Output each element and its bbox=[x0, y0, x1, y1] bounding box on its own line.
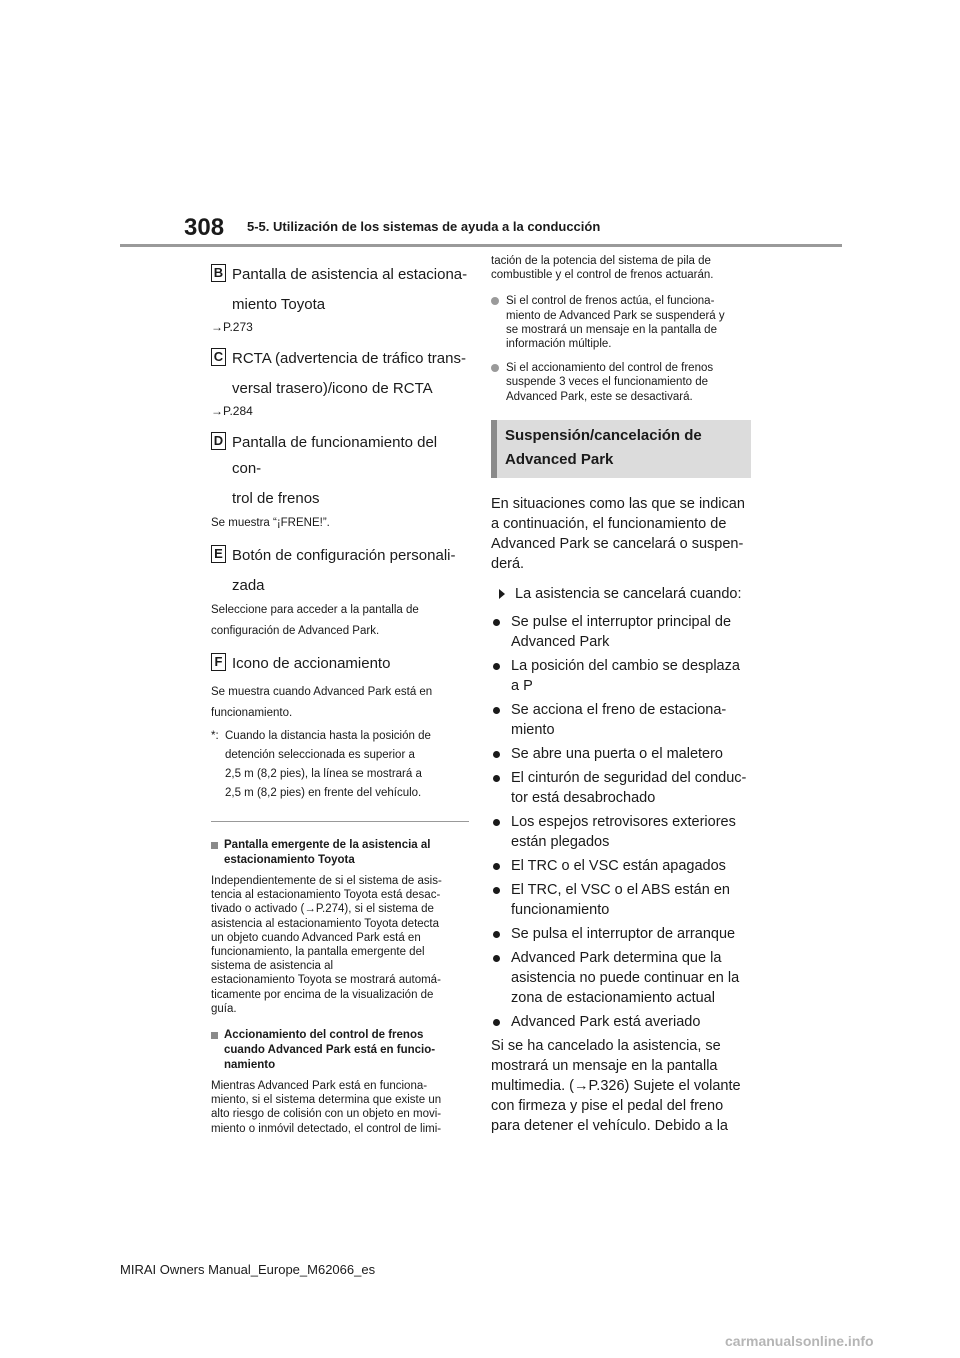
footnote-line: detención seleccionada es superior a bbox=[225, 749, 415, 761]
callout-description: configuración de Advanced Park. bbox=[211, 625, 380, 637]
body-line: tencia al estacionamiento Toyota está desac- bbox=[211, 889, 441, 902]
callout-title: trol de frenos bbox=[232, 490, 320, 507]
callout-title: miento Toyota bbox=[232, 296, 326, 313]
dot-bullet-icon bbox=[493, 1019, 500, 1026]
body-line: con firmeza y pise el pedal del freno bbox=[491, 1097, 724, 1114]
footnote-line: 2,5 m (8,2 pies), la línea se mostrará a bbox=[225, 768, 422, 780]
list-item bbox=[491, 768, 751, 808]
body-line: miento o inmóvil detectado, el control de limi- bbox=[211, 1122, 442, 1135]
list-item bbox=[491, 812, 751, 852]
list-line: zona de estacionamiento actual bbox=[511, 989, 715, 1006]
header-divider bbox=[120, 244, 842, 247]
list-item bbox=[491, 656, 751, 696]
list-line: asistencia no puede continuar en la bbox=[511, 969, 740, 986]
list-item bbox=[491, 880, 751, 920]
list-line: El TRC, el VSC o el ABS están en bbox=[511, 881, 730, 898]
heading-line: Suspensión/cancelación de bbox=[505, 426, 702, 444]
body-line: multimedia. (→P.326) Sujete el volante bbox=[491, 1077, 741, 1094]
callout-title: versal trasero)/icono de RCTA bbox=[232, 380, 433, 397]
heading-line: Advanced Park bbox=[505, 450, 614, 468]
page-reference: →P.284 bbox=[211, 404, 253, 418]
dot-bullet-icon bbox=[493, 931, 500, 938]
list-line: a P bbox=[511, 677, 533, 694]
right-column bbox=[491, 254, 751, 1146]
list-line: El cinturón de seguridad del conduc- bbox=[511, 769, 747, 786]
callout-item-e bbox=[211, 543, 469, 641]
callout-item-b bbox=[211, 262, 469, 334]
callout-title: RCTA (advertencia de tráfico trans- bbox=[232, 350, 466, 367]
circle-bullet-icon bbox=[491, 364, 499, 372]
body-line: funcionamiento, la pantalla emergente del bbox=[211, 946, 425, 959]
page-number: 308 bbox=[184, 214, 225, 241]
list-line: Se pulse el interruptor principal de bbox=[511, 613, 732, 630]
list-line: Los espejos retrovisores exteriores bbox=[511, 813, 736, 830]
dot-bullet-icon bbox=[493, 663, 500, 670]
list-line: están plegados bbox=[511, 833, 610, 850]
body-line: mostrará un mensaje en la pantalla bbox=[491, 1057, 718, 1074]
callout-letter: F bbox=[211, 653, 226, 671]
list-item bbox=[491, 612, 751, 652]
section-heading: estacionamiento Toyota bbox=[224, 854, 355, 866]
callout-title: Botón de configuración personali- bbox=[232, 547, 456, 564]
body-line: un objeto cuando Advanced Park está en bbox=[211, 931, 421, 944]
body-line: ticamente por encima de la visualización de bbox=[211, 988, 434, 1001]
body-line: Si se ha cancelado la asistencia, se bbox=[491, 1037, 721, 1054]
intro-paragraph bbox=[491, 494, 751, 574]
callout-title: Pantalla de asistencia al estaciona- bbox=[232, 266, 468, 283]
section-heading-box bbox=[491, 420, 751, 478]
body-line: Independientemente de si el sistema de asis- bbox=[211, 875, 442, 887]
outro-paragraph bbox=[491, 1036, 751, 1136]
sub-heading-text: La asistencia se cancelará cuando: bbox=[515, 585, 742, 602]
list-item bbox=[491, 948, 751, 1008]
dot-bullet-icon bbox=[493, 887, 500, 894]
note-line: Si el accionamiento del control de frenos bbox=[506, 362, 714, 375]
body-line: miento, si el sistema determina que existe un bbox=[211, 1094, 442, 1107]
body-line: asistencia al estacionamiento Toyota detecta bbox=[211, 917, 440, 930]
body-line: En situaciones como las que se indican bbox=[491, 495, 745, 512]
body-line: combustible y el control de frenos actuarán. bbox=[491, 269, 714, 282]
body-line: sistema de asistencia al bbox=[211, 960, 334, 973]
list-line: La posición del cambio se desplaza bbox=[511, 657, 740, 674]
continuation-text bbox=[491, 254, 751, 282]
square-bullet-icon bbox=[211, 1032, 218, 1039]
callout-description: Se muestra “¡FRENE!”. bbox=[211, 517, 330, 529]
section-heading: namiento bbox=[224, 1059, 276, 1072]
circle-bullet-icon bbox=[491, 297, 499, 305]
note-item bbox=[491, 294, 751, 351]
watermark: carmanualsonline.info bbox=[725, 1333, 874, 1349]
list-item bbox=[491, 856, 751, 876]
list-line: Se pulsa el interruptor de arranque bbox=[511, 925, 736, 942]
note-line: información múltiple. bbox=[506, 338, 612, 351]
callout-title: zada bbox=[232, 577, 265, 594]
callout-item-d bbox=[211, 430, 469, 533]
list-item bbox=[491, 1012, 751, 1032]
note-line: Si el control de frenos actúa, el funciona- bbox=[506, 295, 715, 308]
list-line: Se abre una puerta o el maletero bbox=[511, 745, 723, 762]
dot-bullet-icon bbox=[493, 751, 500, 758]
note-line: Advanced Park, este se desactivará. bbox=[506, 390, 693, 403]
list-line: tor está desabrochado bbox=[511, 789, 656, 806]
body-line: estacionamiento Toyota se mostrará automá- bbox=[211, 974, 441, 987]
body-line: tación de la potencia del sistema de pila de bbox=[491, 255, 711, 267]
dot-bullet-icon bbox=[493, 819, 500, 826]
body-line: a continuación, el funcionamiento de bbox=[491, 515, 727, 532]
callout-description: Seleccione para acceder a la pantalla de bbox=[211, 604, 419, 616]
callout-letter: C bbox=[211, 348, 226, 366]
body-line: para detener el vehículo. Debido a la bbox=[491, 1117, 728, 1134]
square-bullet-icon bbox=[211, 842, 218, 849]
footer-manual-title: MIRAI Owners Manual_Europe_M62066_es bbox=[120, 1262, 376, 1277]
callout-letter: E bbox=[211, 545, 226, 563]
list-item bbox=[491, 700, 751, 740]
footnote-line: Cuando la distancia hasta la posición de bbox=[225, 730, 431, 742]
callout-title: Pantalla de funcionamiento del con- bbox=[232, 434, 438, 477]
list-line: Advanced Park está averiado bbox=[511, 1013, 701, 1030]
note-item bbox=[491, 361, 751, 404]
note-line: se mostrará un mensaje en la pantalla de bbox=[506, 323, 717, 336]
section-title: 5-5. Utilización de los sistemas de ayuda a la conducción bbox=[247, 219, 601, 234]
list-line: funcionamiento bbox=[511, 901, 610, 918]
callout-letter: D bbox=[211, 432, 226, 450]
note-line: miento de Advanced Park se suspenderá y bbox=[506, 309, 725, 322]
section-heading: cuando Advanced Park está en funcio- bbox=[224, 1044, 436, 1057]
list-item bbox=[491, 744, 751, 764]
list-line: Advanced Park determina que la bbox=[511, 949, 722, 966]
list-line: El TRC o el VSC están apagados bbox=[511, 857, 726, 874]
body-line: tivado o activado (→P.274), si el sistema de bbox=[211, 903, 434, 916]
callout-title: Icono de accionamiento bbox=[232, 655, 391, 672]
section-heading: Accionamiento del control de frenos bbox=[224, 1029, 424, 1042]
body-line: alto riesgo de colisión con un objeto en movi- bbox=[211, 1108, 442, 1121]
sub-heading bbox=[491, 584, 751, 604]
callout-description: funcionamiento. bbox=[211, 707, 293, 719]
dot-bullet-icon bbox=[493, 863, 500, 870]
footnote-line: 2,5 m (8,2 pies) en frente del vehículo. bbox=[225, 787, 422, 799]
footnote-mark: *: bbox=[211, 730, 219, 742]
section-divider bbox=[211, 821, 469, 822]
callout-item-f bbox=[211, 651, 469, 723]
callout-description: Se muestra cuando Advanced Park está en bbox=[211, 686, 433, 698]
left-column bbox=[211, 262, 469, 1148]
dot-bullet-icon bbox=[493, 619, 500, 626]
callout-item-c bbox=[211, 346, 469, 418]
footnote bbox=[211, 727, 469, 803]
body-line: derá. bbox=[491, 555, 525, 572]
dot-bullet-icon bbox=[493, 707, 500, 714]
popup-section bbox=[211, 838, 469, 1016]
triangle-bullet-icon bbox=[499, 589, 505, 599]
dot-bullet-icon bbox=[493, 955, 500, 962]
body-line: guía. bbox=[211, 1002, 237, 1015]
list-line: miento bbox=[511, 721, 555, 738]
callout-letter: B bbox=[211, 264, 226, 282]
body-line: Mientras Advanced Park está en funciona- bbox=[211, 1080, 428, 1093]
section-body bbox=[211, 874, 469, 1016]
list-line: Advanced Park bbox=[511, 633, 610, 650]
list-line: Se acciona el freno de estaciona- bbox=[511, 701, 727, 718]
section-heading: Pantalla emergente de la asistencia al bbox=[224, 839, 431, 851]
brake-control-section bbox=[211, 1028, 469, 1136]
page-reference: →P.273 bbox=[211, 320, 253, 334]
dot-bullet-icon bbox=[493, 775, 500, 782]
list-item bbox=[491, 924, 751, 944]
body-line: Advanced Park se cancelará o suspen- bbox=[491, 535, 744, 552]
note-line: suspende 3 veces el funcionamiento de bbox=[506, 376, 709, 389]
section-body bbox=[211, 1079, 469, 1136]
